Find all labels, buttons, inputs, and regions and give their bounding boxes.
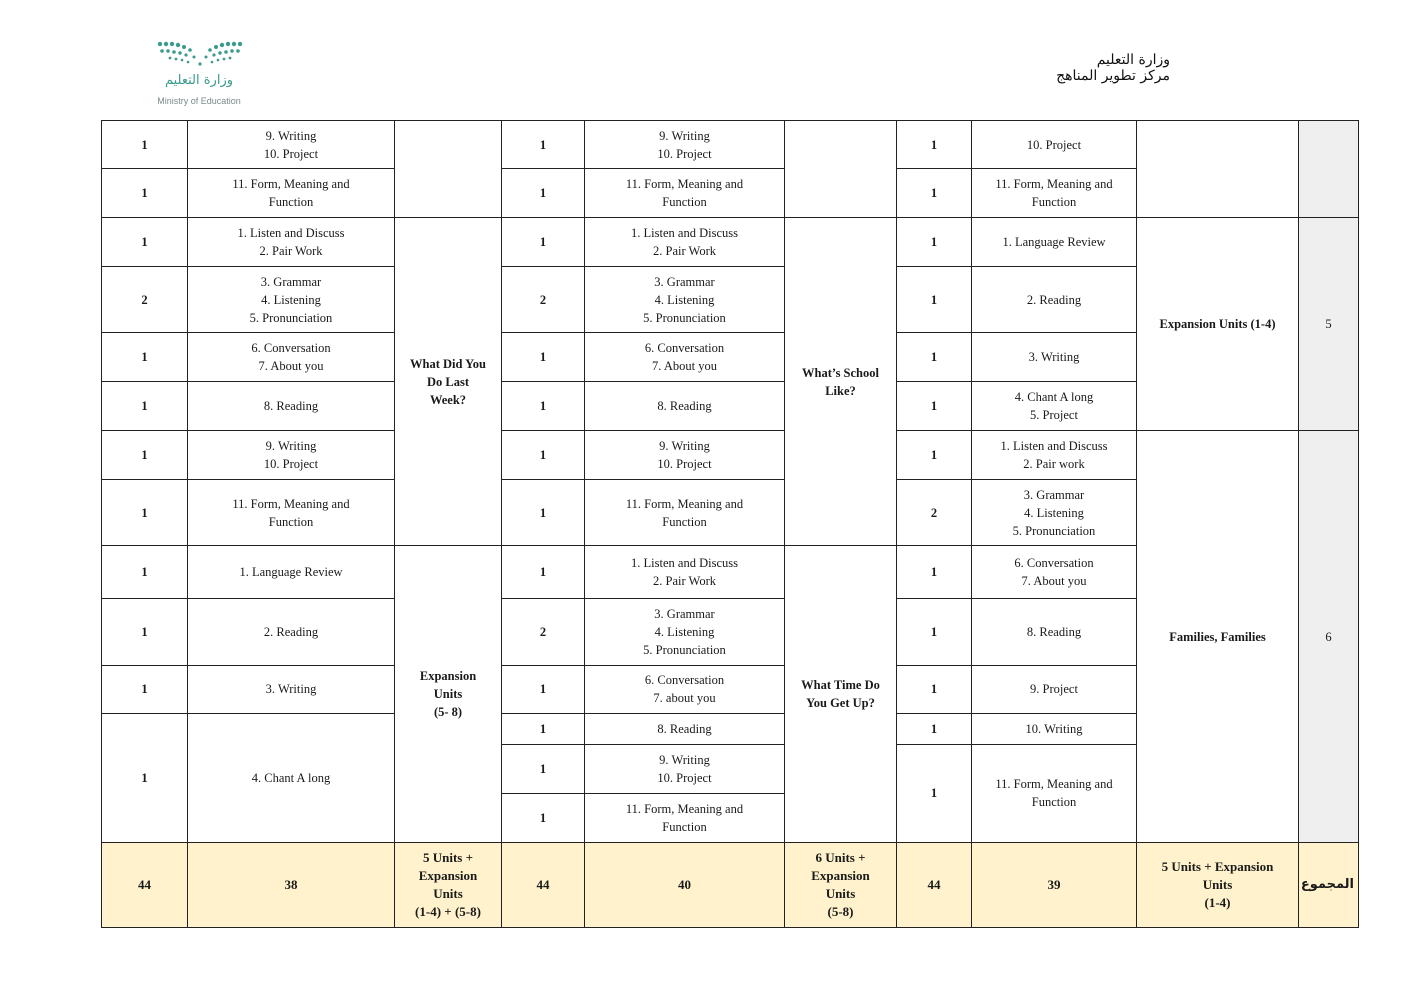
- ministry-logo-icon: [156, 40, 244, 70]
- total-periods-cell: 44: [502, 842, 585, 927]
- periods-cell: 1: [897, 267, 972, 333]
- periods-cell: 1: [897, 169, 972, 218]
- periods-cell: 1: [897, 744, 972, 842]
- header-arabic: [1010, 52, 1170, 84]
- lesson-cell: 11. Form, Meaning and Function: [972, 169, 1137, 218]
- lesson-cell: 2. Reading: [188, 598, 395, 665]
- total-units-cell: 5 Units + Expansion Units (1-4): [1137, 842, 1299, 927]
- lesson-cell: 9. Project: [972, 665, 1137, 713]
- logo-arabic-text: وزارة التعليم: [164, 73, 234, 88]
- total-units-cell: 6 Units + Expansion Units (5-8): [785, 842, 897, 927]
- periods-cell: 1: [502, 744, 585, 793]
- lesson-cell: 3. Grammar 4. Listening 5. Pronunciation: [972, 480, 1137, 546]
- lesson-cell: 11. Form, Meaning and Function: [188, 480, 395, 546]
- unit-cell: What’s School Like?: [785, 218, 897, 546]
- table-row: [102, 121, 1359, 169]
- lesson-cell: 6. Conversation 7. About you: [972, 546, 1137, 598]
- periods-cell: 1: [897, 333, 972, 382]
- lesson-cell: 9. Writing 10. Project: [585, 431, 785, 480]
- ministry-logo: [150, 40, 250, 110]
- lesson-cell: 4. Chant A long: [188, 713, 395, 842]
- lesson-cell: 6. Conversation 7. about you: [585, 665, 785, 713]
- periods-cell: 1: [102, 382, 188, 431]
- lesson-cell: 1. Listen and Discuss 2. Pair work: [972, 431, 1137, 480]
- periods-cell: 1: [502, 382, 585, 431]
- periods-cell: 1: [102, 598, 188, 665]
- periods-cell: 2: [502, 598, 585, 665]
- periods-cell: 1: [502, 480, 585, 546]
- lesson-cell: 11. Form, Meaning and Function: [188, 169, 395, 218]
- lesson-cell: 8. Reading: [972, 598, 1137, 665]
- periods-cell: 1: [502, 665, 585, 713]
- periods-cell: 1: [897, 218, 972, 267]
- lesson-cell: 6. Conversation 7. About you: [585, 333, 785, 382]
- table-row: [102, 218, 1359, 267]
- lesson-cell: 9. Writing 10. Project: [188, 121, 395, 169]
- periods-cell: 1: [502, 333, 585, 382]
- periods-cell: 1: [897, 431, 972, 480]
- periods-cell: 1: [102, 480, 188, 546]
- lesson-cell: 3. Writing: [972, 333, 1137, 382]
- lesson-cell: 1. Language Review: [972, 218, 1137, 267]
- total-lessons-cell: 38: [188, 842, 395, 927]
- total-lessons-cell: 40: [585, 842, 785, 927]
- curriculum-plan-table: [101, 120, 1359, 928]
- periods-cell: 2: [102, 267, 188, 333]
- periods-cell: 1: [502, 169, 585, 218]
- unit-cell: Families, Families: [1137, 431, 1299, 842]
- unit-cell: [395, 121, 502, 218]
- lesson-cell: 11. Form, Meaning and Function: [585, 169, 785, 218]
- periods-cell: 1: [897, 121, 972, 169]
- total-periods-cell: 44: [897, 842, 972, 927]
- level-cell: 5: [1299, 218, 1359, 431]
- periods-cell: 1: [897, 598, 972, 665]
- lesson-cell: 11. Form, Meaning and Function: [585, 480, 785, 546]
- periods-cell: 2: [897, 480, 972, 546]
- unit-cell: [1137, 121, 1299, 218]
- total-label-cell: المجموع: [1299, 842, 1359, 927]
- unit-cell: What Time Do You Get Up?: [785, 546, 897, 842]
- lesson-cell: 6. Conversation 7. About you: [188, 333, 395, 382]
- periods-cell: 1: [502, 431, 585, 480]
- lesson-cell: 1. Listen and Discuss 2. Pair Work: [188, 218, 395, 267]
- periods-cell: 1: [897, 382, 972, 431]
- periods-cell: 1: [102, 333, 188, 382]
- lesson-cell: 11. Form, Meaning and Function: [972, 744, 1137, 842]
- lesson-cell: 1. Listen and Discuss 2. Pair Work: [585, 546, 785, 598]
- periods-cell: 1: [502, 121, 585, 169]
- periods-cell: 1: [102, 665, 188, 713]
- periods-cell: 1: [502, 713, 585, 744]
- periods-cell: 1: [897, 546, 972, 598]
- unit-cell: [785, 121, 897, 218]
- total-periods-cell: 44: [102, 842, 188, 927]
- unit-cell: What Did You Do Last Week?: [395, 218, 502, 546]
- level-cell: 6: [1299, 431, 1359, 842]
- lesson-cell: 10. Project: [972, 121, 1137, 169]
- lesson-cell: 10. Writing: [972, 713, 1137, 744]
- lesson-cell: 9. Writing 10. Project: [188, 431, 395, 480]
- unit-cell: Expansion Units (1-4): [1137, 218, 1299, 431]
- lesson-cell: 11. Form, Meaning and Function: [585, 793, 785, 842]
- lesson-cell: 3. Grammar 4. Listening 5. Pronunciation: [585, 598, 785, 665]
- level-cell: [1299, 121, 1359, 218]
- lesson-cell: 8. Reading: [585, 382, 785, 431]
- ministry-title: وزارة التعليم: [1096, 52, 1170, 68]
- lesson-cell: 9. Writing 10. Project: [585, 121, 785, 169]
- lesson-cell: 4. Chant A long 5. Project: [972, 382, 1137, 431]
- periods-cell: 1: [102, 121, 188, 169]
- periods-cell: 1: [502, 546, 585, 598]
- logo-english-text: Ministry of Education: [157, 96, 241, 106]
- periods-cell: 1: [897, 713, 972, 744]
- curriculum-center-title: مركز تطوير المناهج: [1056, 68, 1170, 84]
- lesson-cell: 8. Reading: [188, 382, 395, 431]
- periods-cell: 1: [502, 793, 585, 842]
- periods-cell: 1: [102, 546, 188, 598]
- total-row: [102, 842, 1359, 927]
- periods-cell: 1: [502, 218, 585, 267]
- lesson-cell: 8. Reading: [585, 713, 785, 744]
- periods-cell: 2: [502, 267, 585, 333]
- table-row: [102, 431, 1359, 480]
- lesson-cell: 3. Writing: [188, 665, 395, 713]
- lesson-cell: 2. Reading: [972, 267, 1137, 333]
- lesson-cell: 3. Grammar 4. Listening 5. Pronunciation: [188, 267, 395, 333]
- unit-cell: Expansion Units (5- 8): [395, 546, 502, 842]
- lesson-cell: 9. Writing 10. Project: [585, 744, 785, 793]
- periods-cell: 1: [102, 169, 188, 218]
- periods-cell: 1: [102, 431, 188, 480]
- total-lessons-cell: 39: [972, 842, 1137, 927]
- total-units-cell: 5 Units + Expansion Units (1-4) + (5-8): [395, 842, 502, 927]
- lesson-cell: 1. Language Review: [188, 546, 395, 598]
- periods-cell: 1: [897, 665, 972, 713]
- lesson-cell: 1. Listen and Discuss 2. Pair Work: [585, 218, 785, 267]
- lesson-cell: 3. Grammar 4. Listening 5. Pronunciation: [585, 267, 785, 333]
- periods-cell: 1: [102, 218, 188, 267]
- periods-cell: 1: [102, 713, 188, 842]
